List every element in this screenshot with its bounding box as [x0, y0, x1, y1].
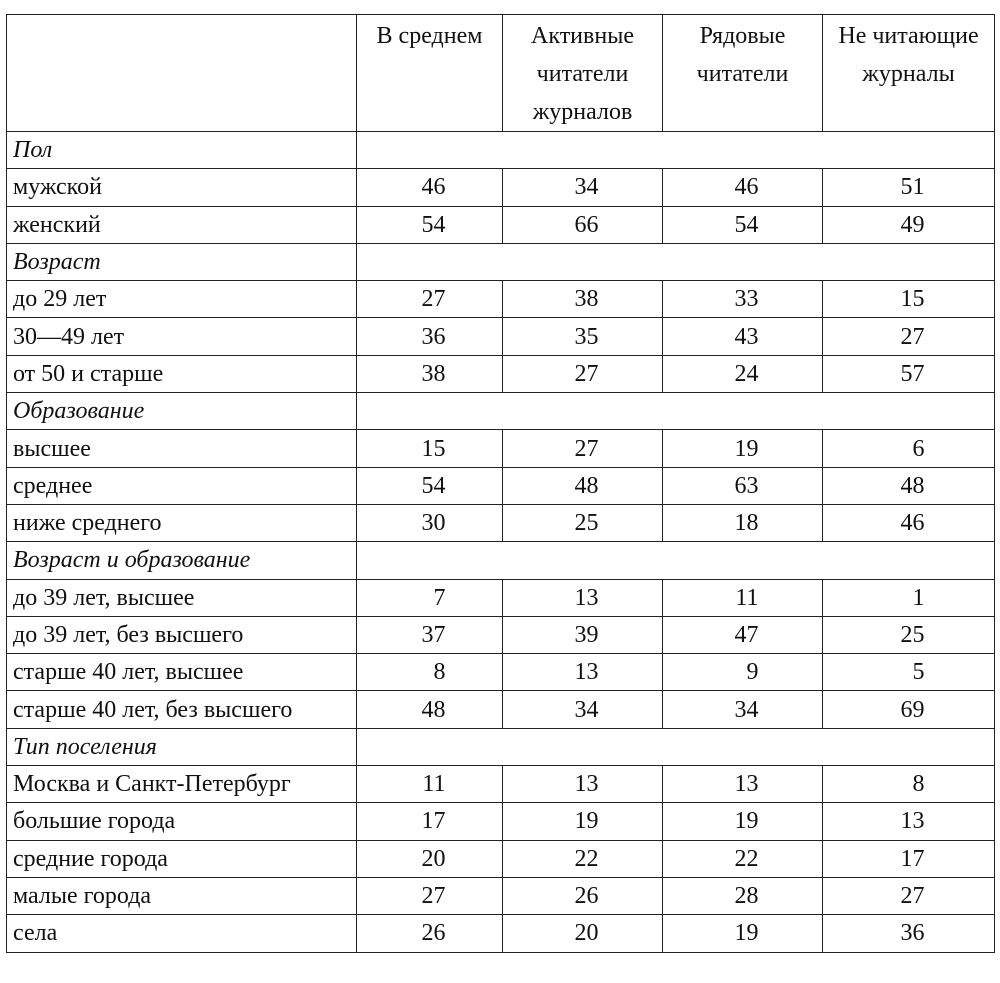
value-cell	[357, 169, 503, 206]
section-title: Образование	[7, 393, 357, 430]
value-text: 38	[421, 360, 446, 387]
row-label: старше 40 лет, без высшего	[7, 691, 357, 728]
value-cell	[503, 766, 663, 803]
row-label: старше 40 лет, высшее	[7, 654, 357, 691]
value-text: 11	[422, 771, 446, 798]
section-header-row	[7, 132, 995, 169]
header-row	[7, 15, 995, 132]
value-text: 27	[421, 286, 446, 313]
row-label: 30—49 лет	[7, 318, 357, 355]
header-regular-readers: Рядовые читатели	[663, 15, 823, 132]
value-cell	[663, 915, 823, 952]
section-blank-cell	[357, 542, 995, 579]
section-header-row	[7, 542, 995, 579]
value-text: 30	[421, 510, 446, 537]
value-cell	[823, 281, 995, 318]
table-row	[7, 318, 995, 355]
table-row	[7, 579, 995, 616]
row-label: малые города	[7, 877, 357, 914]
value-cell	[503, 169, 663, 206]
value-cell	[823, 654, 995, 691]
section-title: Пол	[7, 132, 357, 169]
row-label: женский	[7, 206, 357, 243]
value-text: 13	[574, 659, 599, 686]
value-cell	[503, 281, 663, 318]
value-text: 11	[735, 584, 759, 611]
value-text: 36	[900, 920, 925, 947]
value-cell	[663, 877, 823, 914]
value-cell	[663, 766, 823, 803]
value-text: 57	[900, 360, 925, 387]
value-text: 26	[574, 883, 599, 910]
value-cell	[357, 579, 503, 616]
value-text: 35	[574, 323, 599, 350]
value-text: 63	[734, 472, 759, 499]
value-cell	[823, 877, 995, 914]
row-label: до 29 лет	[7, 281, 357, 318]
value-text: 34	[734, 696, 759, 723]
value-cell	[503, 467, 663, 504]
value-cell	[663, 430, 823, 467]
value-text: 27	[574, 360, 599, 387]
value-text: 54	[421, 211, 446, 238]
value-cell	[357, 616, 503, 653]
value-cell	[357, 206, 503, 243]
value-cell	[823, 840, 995, 877]
row-label: до 39 лет, высшее	[7, 579, 357, 616]
value-cell	[503, 504, 663, 541]
table-row	[7, 281, 995, 318]
table-row	[7, 206, 995, 243]
value-text: 17	[421, 808, 446, 835]
value-cell	[823, 691, 995, 728]
value-text: 28	[734, 883, 759, 910]
value-text: 39	[574, 622, 599, 648]
value-text: 27	[421, 883, 446, 910]
value-text: 25	[574, 510, 599, 537]
value-text: 46	[734, 174, 759, 201]
value-cell	[663, 803, 823, 840]
row-label: высшее	[7, 430, 357, 467]
value-cell	[823, 318, 995, 355]
value-text: 66	[574, 211, 599, 238]
row-label: большие города	[7, 803, 357, 840]
value-text: 9	[746, 659, 759, 686]
table-row	[7, 355, 995, 392]
value-cell	[357, 504, 503, 541]
value-text: 15	[421, 435, 446, 462]
value-cell	[663, 355, 823, 392]
section-blank-cell	[357, 132, 995, 169]
value-cell	[663, 206, 823, 243]
header-empty	[7, 15, 357, 132]
section-blank-cell	[357, 728, 995, 765]
table-row	[7, 616, 995, 653]
row-label: мужской	[7, 169, 357, 206]
value-cell	[357, 915, 503, 952]
value-cell	[357, 467, 503, 504]
value-cell	[357, 430, 503, 467]
value-cell	[663, 467, 823, 504]
value-cell	[823, 766, 995, 803]
value-text: 22	[574, 845, 599, 872]
row-label: села	[7, 915, 357, 952]
value-text: 69	[900, 696, 925, 723]
header-active-readers: Активные читатели журналов	[503, 15, 663, 132]
section-title: Тип поселения	[7, 728, 357, 765]
table-row	[7, 691, 995, 728]
value-text: 22	[734, 845, 759, 872]
value-text: 19	[574, 808, 599, 835]
section-blank-cell	[357, 393, 995, 430]
value-cell	[823, 616, 995, 653]
value-text: 51	[900, 174, 925, 201]
value-text: 49	[900, 211, 925, 238]
value-text: 27	[900, 883, 925, 910]
value-text: 33	[734, 286, 759, 313]
value-text: 34	[574, 696, 599, 723]
value-text: 26	[421, 920, 446, 947]
value-text: 7	[433, 584, 446, 611]
value-cell	[503, 355, 663, 392]
header-non-readers: Не читающие журналы	[823, 15, 995, 132]
table-row	[7, 467, 995, 504]
table-row	[7, 654, 995, 691]
value-cell	[357, 654, 503, 691]
data-table	[6, 14, 995, 953]
value-text: 54	[734, 211, 759, 238]
value-cell	[663, 318, 823, 355]
value-text: 20	[574, 920, 599, 947]
value-text: 1	[912, 584, 925, 611]
value-text: 8	[912, 771, 925, 798]
value-text: 27	[900, 323, 925, 350]
value-text: 13	[574, 584, 599, 611]
value-cell	[823, 467, 995, 504]
value-text: 34	[574, 174, 599, 201]
value-cell	[357, 691, 503, 728]
table-row	[7, 840, 995, 877]
value-cell	[663, 281, 823, 318]
value-text: 19	[734, 808, 759, 835]
value-text: 43	[734, 323, 759, 350]
value-cell	[823, 430, 995, 467]
value-cell	[503, 579, 663, 616]
table-row	[7, 915, 995, 952]
value-cell	[663, 691, 823, 728]
value-text: 46	[421, 174, 446, 201]
value-text: 5	[912, 659, 925, 686]
value-cell	[663, 504, 823, 541]
value-cell	[823, 169, 995, 206]
value-text: 15	[900, 286, 925, 313]
value-text: 25	[900, 622, 925, 648]
value-text: 19	[734, 920, 759, 947]
value-cell	[663, 169, 823, 206]
table-row	[7, 803, 995, 840]
value-cell	[503, 430, 663, 467]
value-cell	[357, 281, 503, 318]
section-header-row	[7, 243, 995, 280]
section-title: Возраст и образование	[7, 542, 357, 579]
value-cell	[823, 803, 995, 840]
value-cell	[503, 654, 663, 691]
value-text: 38	[574, 286, 599, 313]
row-label: до 39 лет, без высшего	[7, 616, 357, 653]
value-cell	[503, 691, 663, 728]
value-text: 19	[734, 435, 759, 462]
table-row	[7, 504, 995, 541]
value-cell	[357, 840, 503, 877]
value-cell	[823, 579, 995, 616]
value-cell	[503, 616, 663, 653]
value-cell	[357, 766, 503, 803]
value-text: 13	[574, 771, 599, 798]
value-text: 8	[433, 659, 446, 686]
value-cell	[357, 318, 503, 355]
value-text: 47	[734, 622, 759, 648]
value-text: 6	[912, 435, 925, 462]
value-cell	[663, 579, 823, 616]
table-row	[7, 430, 995, 467]
value-text: 48	[574, 472, 599, 499]
table-row	[7, 877, 995, 914]
value-cell	[503, 318, 663, 355]
row-label: от 50 и старше	[7, 355, 357, 392]
value-cell	[503, 206, 663, 243]
section-header-row	[7, 393, 995, 430]
value-cell	[503, 877, 663, 914]
value-text: 18	[734, 510, 759, 537]
value-cell	[823, 504, 995, 541]
row-label: Москва и Санкт-Петербург	[7, 766, 357, 803]
value-text: 13	[900, 808, 925, 835]
header-average: В среднем	[357, 15, 503, 132]
value-text: 46	[900, 510, 925, 537]
table-row	[7, 169, 995, 206]
value-cell	[823, 915, 995, 952]
table-row	[7, 766, 995, 803]
value-text: 27	[574, 435, 599, 462]
value-text: 48	[421, 696, 446, 723]
value-cell	[503, 915, 663, 952]
value-text: 24	[734, 360, 759, 387]
value-text: 17	[900, 845, 925, 872]
row-label: ниже среднего	[7, 504, 357, 541]
section-title: Возраст	[7, 243, 357, 280]
value-cell	[357, 803, 503, 840]
value-cell	[357, 877, 503, 914]
row-label: средние города	[7, 840, 357, 877]
value-text: 48	[900, 472, 925, 499]
value-cell	[823, 355, 995, 392]
value-cell	[663, 616, 823, 653]
value-text: 37	[421, 622, 446, 648]
value-cell	[503, 803, 663, 840]
value-text: 54	[421, 472, 446, 499]
value-cell	[503, 840, 663, 877]
value-cell	[663, 840, 823, 877]
row-label: среднее	[7, 467, 357, 504]
value-cell	[663, 654, 823, 691]
value-cell	[357, 355, 503, 392]
section-blank-cell	[357, 243, 995, 280]
value-cell	[823, 206, 995, 243]
value-text: 36	[421, 323, 446, 350]
section-header-row	[7, 728, 995, 765]
value-text: 20	[421, 845, 446, 872]
value-text: 13	[734, 771, 759, 798]
